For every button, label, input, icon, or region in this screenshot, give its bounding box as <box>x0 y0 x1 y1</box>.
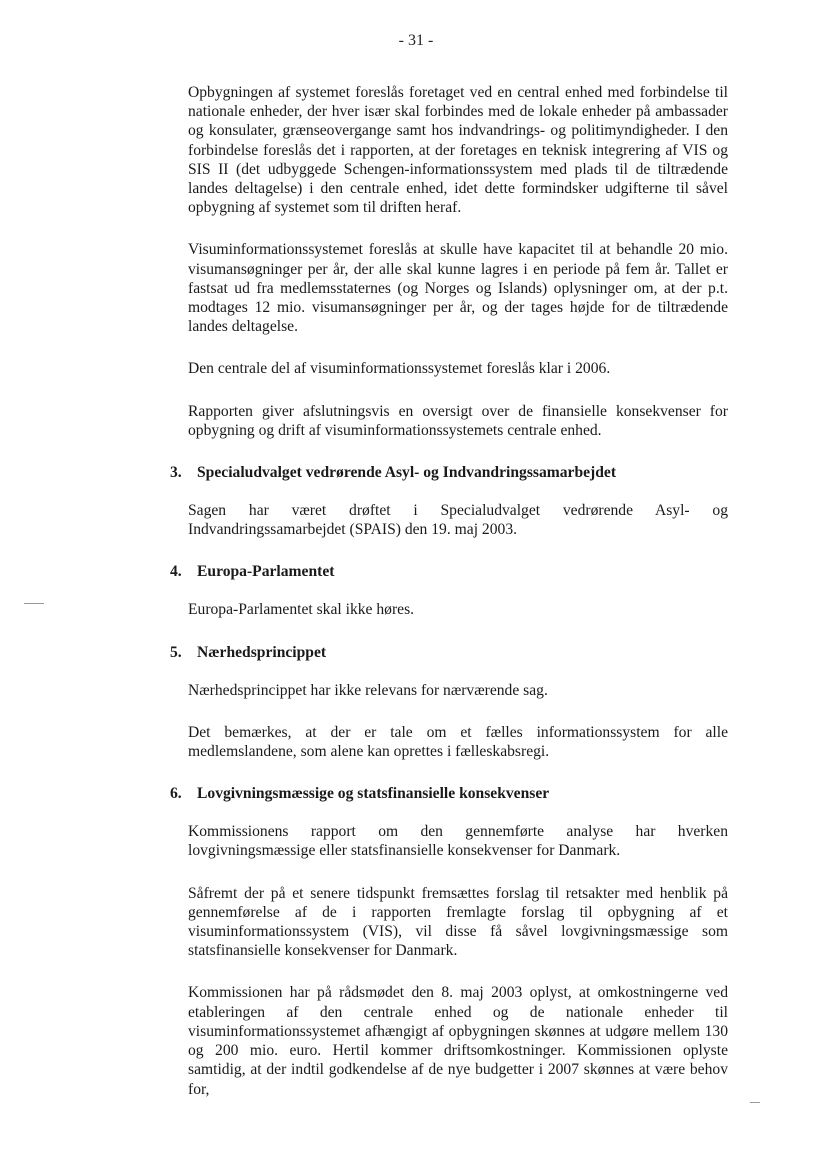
section-title: Europa-Parlamentet <box>197 563 335 581</box>
section-title: Nærhedsprincippet <box>197 643 327 661</box>
section-title: Lovgivningsmæssige og statsfinansielle konsekvenser <box>197 785 550 803</box>
section-number: 4. <box>170 563 182 581</box>
paragraph: Nærhedsprincippet har ikke relevans for nærværende sag. <box>188 681 548 699</box>
section-heading <box>170 562 728 581</box>
scan-mark <box>750 1102 760 1103</box>
paragraph: Kommissionen har på rådsmødet den 8. maj 2003 oplyst, at omkostningerne ved etableringen af den centrale enhed og de nationale enheder til visuminformationssystemet afhængigt af opbygningen skønnes at udgøre mellem 130 og 200 mio. euro. Hertil kommer driftsomkostninger. Kommissionen oplyste samtidig, at der indtil godkendelse af de nye budgetter i 2007 skønnes at være behov for, <box>188 984 728 1098</box>
section-heading <box>170 784 728 803</box>
paragraph: Europa-Parlamentet skal ikke høres. <box>188 601 415 619</box>
paragraph: Såfremt der på et senere tidspunkt fremsættes forslag til retsakter med henblik på gennemførelse af de i rapporten fremlagte forslag til opbygning af et visuminformationssystem (VIS), vil disse få såvel lovgivningsmæssige som statsfinansielle konsekvenser for Danmark. <box>188 884 728 960</box>
section-heading <box>170 643 728 662</box>
paragraph: Rapporten giver afslutningsvis en oversigt over de finansielle konsekvenser for opbygning og drift af visuminformationssystemets centrale enhed. <box>188 402 728 439</box>
section-number: 5. <box>170 643 182 661</box>
paragraph: Det bemærkes, at der er tale om et fælles informationssystem for alle medlemslandene, som alene kan oprettes i fælleskabsregi. <box>188 723 728 761</box>
paragraph: Opbygningen af systemet foreslås foretaget ved en central enhed med forbindelse til nationale enheder, der hver især skal forbindes med de lokale enheder på ambassader og konsulater, grænseovergange samt hos indvandrings- og politimyndigheder. I den forbindelse foreslås det i rapporten, at der foretages en teknisk integrering af VIS og SIS II (det udbyggede Schengen-informationssystem med plads til de tiltrædende landes deltagelse) i den centrale enhed, idet dette formindsker udgifterne til såvel opbygning af systemet som til driften heraf. <box>188 84 728 217</box>
scan-mark <box>24 603 44 604</box>
section-heading <box>170 463 728 482</box>
document-body <box>170 83 728 1122</box>
paragraph: Kommissionens rapport om den gennemførte analyse har hverken lovgivningsmæssige eller statsfinansielle konsekvenser for Danmark. <box>188 823 728 860</box>
section-title: Specialudvalget vedrørende Asyl- og Indvandringssamarbejdet <box>197 464 617 482</box>
page-number: - 31 - <box>398 32 434 49</box>
paragraph: Sagen har været drøftet i Specialudvalget vedrørende Asyl- og Indvandringssamarbejdet (SPAIS) den 19. maj 2003. <box>188 502 728 539</box>
section-number: 6. <box>170 785 182 803</box>
paragraph: Visuminformationssystemet foreslås at skulle have kapacitet til at behandle 20 mio. visumansøgninger per år, der alle skal kunne lagres i en periode på fem år. Tallet er fastsat ud fra medlemsstaternes (og Norges og Islands) oplysninger om, at der p.t. modtages 12 mio. visumansøgninger per år, og der tages højde for de tiltrædende landes deltagelse. <box>188 241 728 336</box>
section-number: 3. <box>170 464 182 482</box>
paragraph: Den centrale del af visuminformationssystemet foreslås klar i 2006. <box>188 360 611 378</box>
